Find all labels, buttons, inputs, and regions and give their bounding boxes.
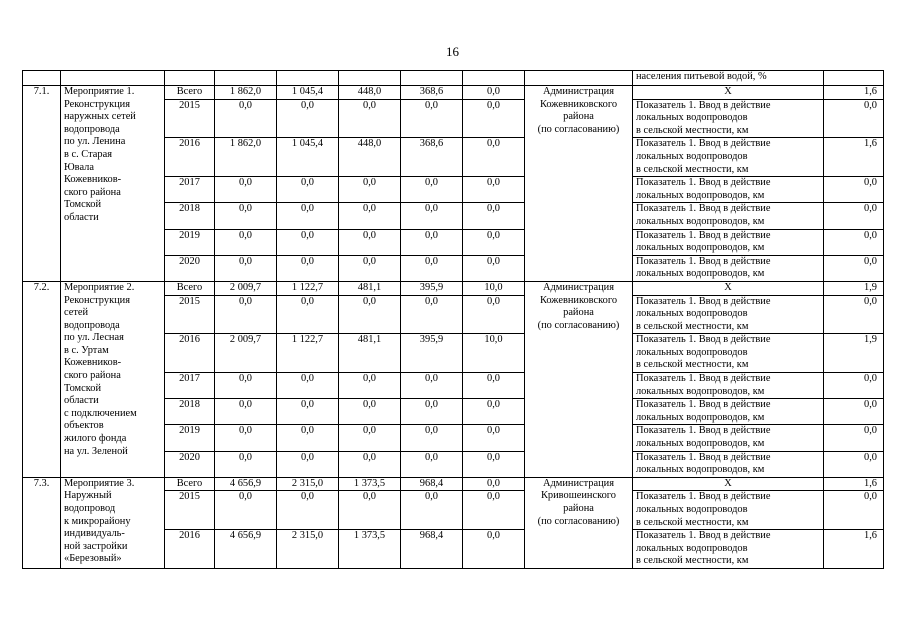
year-cell: 2018 [165, 399, 215, 425]
activity-line: в с. Старая [64, 148, 112, 160]
indicator-name [633, 334, 824, 373]
indicator-line: локальных водопроводов [636, 150, 748, 162]
indicator-name [633, 99, 824, 138]
executor-line: Администрация [542, 86, 615, 97]
indicator-line: локальных водопроводов [636, 346, 748, 358]
indicator-line: локальных водопроводов, км [636, 464, 765, 476]
executor-line: (по согласованию) [537, 319, 620, 331]
amount-source-1: 2 315,0 [277, 477, 339, 491]
amount-source-2: 0,0 [339, 99, 401, 138]
cell [215, 71, 277, 86]
amount-source-3: 968,4 [401, 530, 463, 569]
amount-source-1: 0,0 [277, 491, 339, 530]
amount-source-1: 0,0 [277, 177, 339, 203]
activity-line: ной застройки [64, 540, 128, 552]
activity-line: в с. Уртам [64, 344, 109, 356]
indicator-line: Показатель 1. Ввод в действие [636, 530, 771, 542]
amount-source-1: 1 045,4 [277, 138, 339, 177]
amount-total: 1 862,0 [215, 86, 277, 100]
executor-line: Кожевниковского [539, 98, 618, 110]
amount-total: 4 656,9 [215, 530, 277, 569]
item-number: 7.2. [23, 281, 61, 477]
executor [525, 281, 633, 477]
executor-line: района [563, 111, 594, 123]
indicator-line: локальных водопроводов [636, 112, 748, 124]
indicator-line: Показатель 1. Ввод в действие [636, 295, 771, 307]
amount-source-4: 0,0 [463, 477, 525, 491]
indicator-line: в сельской местности, км [636, 516, 749, 528]
indicator-value: 1,9 [824, 334, 884, 373]
activity-line: наружных сетей [64, 111, 136, 123]
indicator-name [633, 177, 824, 203]
amount-source-1: 1 122,7 [277, 334, 339, 373]
year-cell: Всего [165, 86, 215, 100]
amount-source-4: 0,0 [463, 86, 525, 100]
indicator-line: локальных водопроводов [636, 504, 748, 515]
cell [23, 71, 61, 86]
indicator-line: Х [724, 281, 732, 293]
activity-line: Наружный [64, 490, 112, 502]
indicator-line: Показатель 1. Ввод в действие [636, 334, 771, 346]
amount-total: 0,0 [215, 425, 277, 451]
amount-source-4: 10,0 [463, 281, 525, 295]
activity-line: Мероприятие 3. [64, 477, 135, 489]
amount-total: 0,0 [215, 451, 277, 477]
indicator-line: Показатель 1. Ввод в действие [636, 177, 771, 189]
indicator-line: Показатель 1. Ввод в действие [636, 425, 771, 437]
amount-source-2: 448,0 [339, 138, 401, 177]
cell [824, 71, 884, 86]
activity-line: Кожевников- [64, 174, 122, 186]
amount-source-2: 0,0 [339, 229, 401, 255]
amount-source-1: 0,0 [277, 373, 339, 399]
indicator-line: локальных водопроводов, км [636, 385, 765, 397]
indicator-value: 0,0 [824, 177, 884, 203]
year-cell: 2015 [165, 99, 215, 138]
executor-line: района [563, 307, 594, 319]
table-row [23, 477, 884, 491]
indicator-line: Показатель 1. Ввод в действие [636, 138, 771, 150]
year-cell: 2017 [165, 177, 215, 203]
amount-source-4: 0,0 [463, 399, 525, 425]
activity-line: на ул. Зеленой [64, 445, 128, 457]
indicator-line: локальных водопроводов, км [636, 242, 765, 254]
amount-source-3: 0,0 [401, 255, 463, 281]
amount-source-3: 0,0 [401, 451, 463, 477]
indicator-value: 0,0 [824, 229, 884, 255]
indicator-name [633, 138, 824, 177]
year-cell: 2019 [165, 425, 215, 451]
amount-total: 0,0 [215, 203, 277, 229]
activity-line: ского района [64, 370, 121, 382]
indicator-line: в сельской местности, км [636, 320, 749, 332]
item-number: 7.3. [23, 477, 61, 568]
year-cell: Всего [165, 477, 215, 491]
amount-source-4: 0,0 [463, 138, 525, 177]
indicator-value: 0,0 [824, 99, 884, 138]
year-cell: 2015 [165, 295, 215, 334]
amount-total: 0,0 [215, 373, 277, 399]
indicator-line: Х [724, 86, 732, 97]
amount-source-2: 0,0 [339, 399, 401, 425]
amount-source-3: 0,0 [401, 177, 463, 203]
indicator-name [633, 451, 824, 477]
indicator-name [633, 203, 824, 229]
amount-source-4: 0,0 [463, 177, 525, 203]
executor [525, 86, 633, 282]
indicator-name [633, 281, 824, 295]
indicator-line: локальных водопроводов, км [636, 411, 765, 423]
cell [339, 71, 401, 86]
amount-source-4: 0,0 [463, 255, 525, 281]
amount-source-3: 0,0 [401, 203, 463, 229]
amount-total: 0,0 [215, 99, 277, 138]
cell [401, 71, 463, 86]
amount-source-4: 0,0 [463, 451, 525, 477]
activity-line: к микрорайону [64, 515, 131, 527]
amount-source-2: 0,0 [339, 425, 401, 451]
activity-line: Реконструкция [64, 98, 131, 110]
amount-source-2: 0,0 [339, 255, 401, 281]
indicator-name [633, 425, 824, 451]
activity-line: «Березовый» [64, 553, 122, 565]
amount-source-1: 0,0 [277, 255, 339, 281]
activity-line: Томской [64, 199, 102, 211]
indicator-name [633, 295, 824, 334]
amount-source-2: 0,0 [339, 491, 401, 530]
amount-source-4: 0,0 [463, 203, 525, 229]
indicator-name [633, 373, 824, 399]
executor-line: Администрация [542, 477, 615, 489]
activity-line: по ул. Лесная [64, 332, 124, 344]
amount-total: 0,0 [215, 491, 277, 530]
activity-line: Ювала [64, 161, 94, 173]
indicator-line: локальных водопроводов, км [636, 438, 765, 450]
amount-source-3: 0,0 [401, 425, 463, 451]
indicator-value: 0,0 [824, 255, 884, 281]
table-body [23, 71, 884, 569]
cell [463, 71, 525, 86]
amount-source-4: 0,0 [463, 491, 525, 530]
amount-source-3: 395,9 [401, 281, 463, 295]
amount-source-4: 0,0 [463, 425, 525, 451]
amount-source-1: 0,0 [277, 295, 339, 334]
indicator-value: 0,0 [824, 425, 884, 451]
amount-total: 1 862,0 [215, 138, 277, 177]
year-cell: 2016 [165, 334, 215, 373]
amount-source-1: 1 122,7 [277, 281, 339, 295]
activity-line: водопровод [64, 503, 116, 514]
amount-source-2: 1 373,5 [339, 530, 401, 569]
amount-source-1: 0,0 [277, 99, 339, 138]
indicator-value: 1,6 [824, 477, 884, 491]
executor [525, 477, 633, 568]
year-cell: 2019 [165, 229, 215, 255]
year-cell: 2020 [165, 255, 215, 281]
indicator-value: 0,0 [824, 295, 884, 334]
activity-line: сетей [64, 307, 89, 319]
amount-source-4: 0,0 [463, 229, 525, 255]
amount-total: 0,0 [215, 295, 277, 334]
indicator-line: Показатель 1. Ввод в действие [636, 229, 771, 241]
amount-total: 4 656,9 [215, 477, 277, 491]
year-cell: 2018 [165, 203, 215, 229]
activity-line: с подключением [64, 407, 137, 419]
indicator-name [633, 399, 824, 425]
indicator-value: 0,0 [824, 203, 884, 229]
indicator-name [633, 530, 824, 569]
indicator-line: в сельской местности, км [636, 555, 749, 567]
cell [277, 71, 339, 86]
continuation-row [23, 71, 884, 86]
amount-total: 0,0 [215, 177, 277, 203]
amount-source-2: 0,0 [339, 177, 401, 203]
amount-total: 0,0 [215, 255, 277, 281]
page-number: 16 [446, 44, 459, 59]
indicator-name [633, 255, 824, 281]
indicator-line: Показатель 1. Ввод в действие [636, 373, 771, 385]
year-cell: 2015 [165, 491, 215, 530]
activity-line: Реконструкция [64, 294, 131, 306]
table-row [23, 86, 884, 100]
activity-line: области [64, 211, 99, 223]
executor-line: Кожевниковского [539, 294, 618, 306]
executor-line: (по согласованию) [537, 123, 620, 135]
activity-name [61, 86, 165, 282]
amount-total: 0,0 [215, 229, 277, 255]
amount-source-1: 0,0 [277, 203, 339, 229]
item-number: 7.1. [23, 86, 61, 282]
indicator-value: 0,0 [824, 491, 884, 530]
amount-source-3: 395,9 [401, 334, 463, 373]
year-cell: 2016 [165, 138, 215, 177]
amount-total: 2 009,7 [215, 334, 277, 373]
cell [165, 71, 215, 86]
amount-source-2: 0,0 [339, 203, 401, 229]
activity-line: Томской [64, 382, 102, 394]
indicator-line: в сельской местности, км [636, 124, 749, 136]
amount-source-4: 10,0 [463, 334, 525, 373]
indicator-line: Показатель 1. Ввод в действие [636, 99, 771, 111]
cell [61, 71, 165, 86]
activity-line: водопровода [64, 123, 120, 135]
amount-total: 0,0 [215, 399, 277, 425]
amount-source-1: 0,0 [277, 425, 339, 451]
year-cell: Всего [165, 281, 215, 295]
amount-source-1: 0,0 [277, 451, 339, 477]
indicator-line: локальных водопроводов [636, 308, 748, 320]
amount-source-2: 448,0 [339, 86, 401, 100]
amount-source-2: 1 373,5 [339, 477, 401, 491]
activity-line: области [64, 395, 99, 407]
activity-line: индивидуаль- [64, 528, 125, 540]
amount-source-4: 0,0 [463, 373, 525, 399]
amount-source-4: 0,0 [463, 99, 525, 138]
indicator-value: 1,6 [824, 86, 884, 100]
indicator-value: 0,0 [824, 373, 884, 399]
activity-line: Мероприятие 2. [64, 281, 135, 293]
indicator-line: в сельской местности, км [636, 359, 749, 371]
amount-source-3: 368,6 [401, 138, 463, 177]
indicator-line: локальных водопроводов [636, 542, 748, 554]
amount-source-3: 0,0 [401, 373, 463, 399]
indicator-line: Показатель 1. Ввод в действие [636, 491, 771, 503]
indicator-line: локальных водопроводов, км [636, 268, 765, 280]
activity-name [61, 281, 165, 477]
year-cell: 2020 [165, 451, 215, 477]
amount-total: 2 009,7 [215, 281, 277, 295]
indicator-line: Показатель 1. Ввод в действие [636, 203, 771, 215]
indicator-line: локальных водопроводов, км [636, 189, 765, 201]
executor-line: Администрация [542, 281, 615, 293]
indicator-name [633, 229, 824, 255]
amount-source-1: 2 315,0 [277, 530, 339, 569]
indicator-value: 0,0 [824, 399, 884, 425]
year-cell: 2016 [165, 530, 215, 569]
activity-line: Кожевников- [64, 357, 122, 369]
amount-source-3: 0,0 [401, 491, 463, 530]
activity-line: водопровода [64, 319, 120, 331]
table-row [23, 281, 884, 295]
indicator-value: 1,6 [824, 138, 884, 177]
amount-source-2: 0,0 [339, 451, 401, 477]
amount-source-1: 0,0 [277, 399, 339, 425]
indicator-line: Показатель 1. Ввод в действие [636, 399, 771, 411]
amount-source-2: 0,0 [339, 295, 401, 334]
indicator-value: 1,9 [824, 281, 884, 295]
executor-line: (по согласованию) [537, 515, 620, 527]
amount-source-3: 968,4 [401, 477, 463, 491]
amount-source-1: 1 045,4 [277, 86, 339, 100]
activity-line: ского района [64, 186, 121, 198]
amount-source-2: 481,1 [339, 281, 401, 295]
indicator-line: локальных водопроводов, км [636, 215, 765, 227]
amount-source-3: 0,0 [401, 229, 463, 255]
amount-source-3: 0,0 [401, 295, 463, 334]
indicator-line: Показатель 1. Ввод в действие [636, 255, 771, 267]
amount-source-2: 0,0 [339, 373, 401, 399]
activity-line: жилого фонда [64, 433, 127, 445]
activity-line: по ул. Ленина [64, 136, 126, 148]
year-cell: 2017 [165, 373, 215, 399]
indicator-name [633, 477, 824, 491]
program-activities-table [22, 70, 884, 569]
continuation-indicator: населения питьевой водой, % [633, 71, 824, 86]
amount-source-3: 0,0 [401, 399, 463, 425]
indicator-line: Х [724, 477, 732, 489]
activity-line: объектов [64, 420, 104, 432]
activity-line: Мероприятие 1. [64, 86, 135, 97]
indicator-line: Показатель 1. Ввод в действие [636, 451, 771, 463]
indicator-name [633, 491, 824, 530]
amount-source-2: 481,1 [339, 334, 401, 373]
executor-line: Кривошеинского [541, 490, 616, 502]
indicator-value: 1,6 [824, 530, 884, 569]
amount-source-3: 0,0 [401, 99, 463, 138]
amount-source-3: 368,6 [401, 86, 463, 100]
indicator-name [633, 86, 824, 100]
activity-name [61, 477, 165, 568]
executor-line: района [563, 503, 594, 514]
cell [525, 71, 633, 86]
amount-source-4: 0,0 [463, 530, 525, 569]
amount-source-4: 0,0 [463, 295, 525, 334]
indicator-value: 0,0 [824, 451, 884, 477]
indicator-line: в сельской местности, км [636, 163, 749, 175]
amount-source-1: 0,0 [277, 229, 339, 255]
